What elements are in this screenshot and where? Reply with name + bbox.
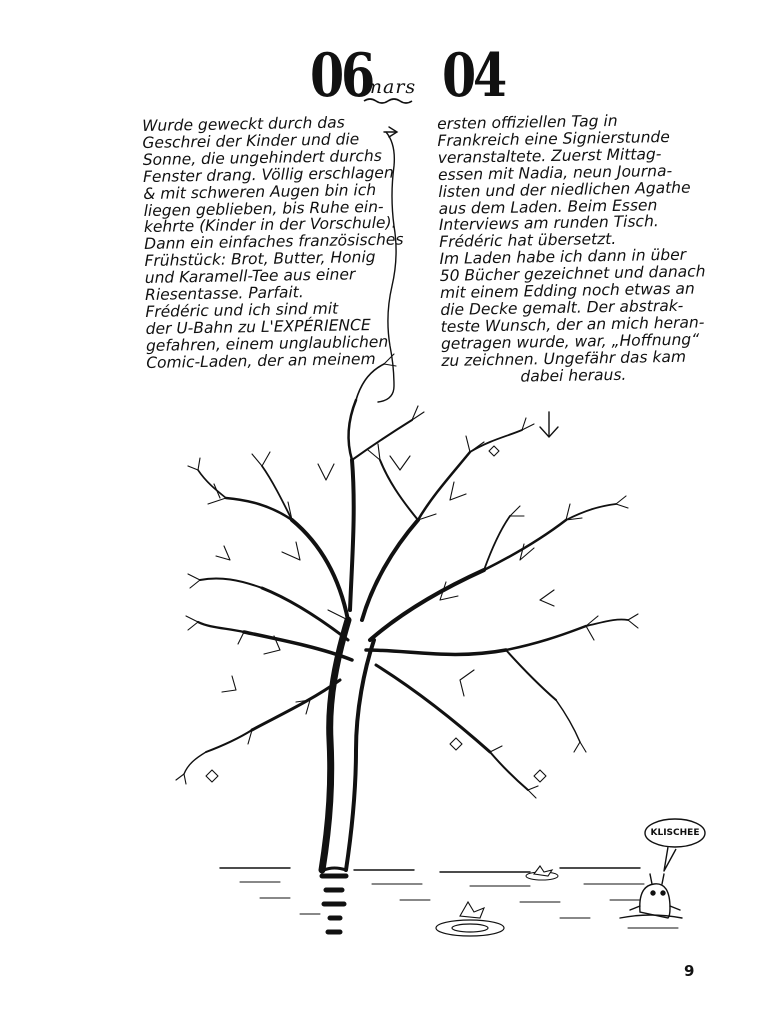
text-line: liegen geblieben, bis Ruhe ein- (143, 197, 384, 220)
text-line: ersten offiziellen Tag in (436, 111, 618, 133)
text-line: getragen wurde, war, „Hoffnung“ (440, 330, 700, 353)
text-line: Im Laden habe ich dann in über (439, 245, 687, 269)
month-underline (364, 99, 412, 103)
creature-drawing (620, 874, 682, 928)
text-line: Frankreich eine Signierstunde (437, 127, 670, 150)
text-line: Frühstück: Brot, Butter, Honig (144, 248, 376, 271)
water-surface (220, 868, 650, 936)
text-line: Geschrei der Kinder und die (142, 130, 360, 152)
text-line: 50 Bücher gezeichnet und danach (439, 262, 706, 286)
tree-drawing (176, 354, 638, 870)
text-line: & mit schweren Augen bin ich (143, 180, 377, 203)
text-line: Interviews am runden Tisch. (438, 212, 659, 235)
speech-bubble-text: KLISCHEE (650, 828, 700, 838)
text-line: mit einem Edding noch etwas an (439, 279, 695, 303)
text-line: zu zeichnen. Ungefähr das kam (441, 347, 687, 370)
text-line: teste Wunsch, der an mich heran- (440, 313, 705, 336)
text-line: der U-Bahn zu L'EXPÉRIENCE (145, 315, 371, 338)
text-line: veranstaltete. Zuerst Mittag- (437, 144, 662, 167)
text-line: dabei heraus. (441, 365, 627, 387)
text-line: Frédéric und ich sind mit (145, 299, 339, 321)
text-line: Comic-Laden, der an meinem (146, 349, 376, 372)
down-arrow (540, 412, 558, 437)
text-line: listen und der niedlichen Agathe (438, 178, 691, 201)
text-line: kehrte (Kinder in der Vorschule). (143, 214, 397, 237)
text-line: die Decke gemalt. Der abstrak- (440, 296, 684, 319)
page-number: 9 (684, 962, 695, 980)
text-line: und Karamell-Tee aus einer (144, 265, 356, 288)
date-day: 06 (310, 41, 372, 111)
text-line: essen mit Nadia, neun Journa- (437, 161, 673, 184)
text-line: Dann ein einfaches französisches (144, 230, 404, 254)
text-line: Sonne, die ungehindert durchs (142, 146, 383, 169)
floating-leaf (460, 866, 552, 918)
date-month: mars (364, 76, 417, 98)
text-line: Riesentasse. Parfait. (144, 283, 304, 305)
text-line: aus dem Laden. Beim Essen (438, 195, 658, 218)
text-line: Fenster drang. Völlig erschlagen (142, 163, 394, 186)
text-line: Frédéric hat übersetzt. (439, 230, 617, 252)
text-line: gefahren, einem unglaublichen (145, 332, 389, 355)
text-line: Wurde geweckt durch das (141, 113, 345, 135)
date-year: 04 (442, 41, 504, 111)
